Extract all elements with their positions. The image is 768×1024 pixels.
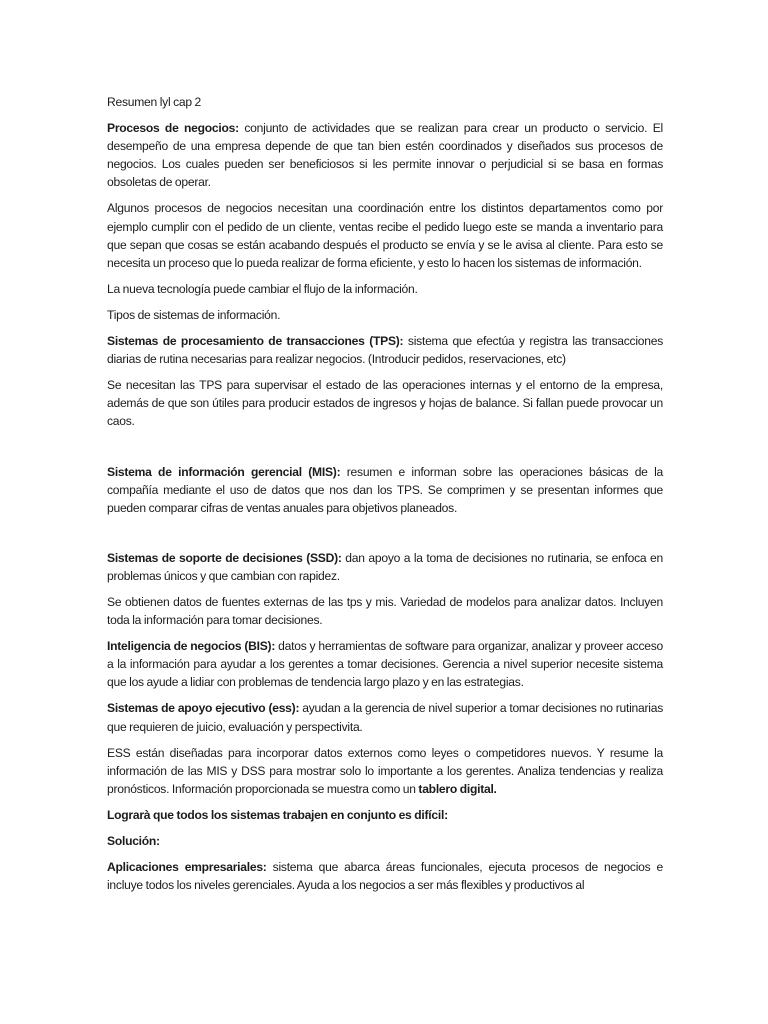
paragraph-coordinacion: Algunos procesos de negocios necesitan una coordinación entre los distintos departamentos como por ejemplo cumplir con el pedido de un cliente, ventas recibe el pedido luego este se manda a inventario para que sepan que cosas se están acabando después el producto se envía y se le avisa al cliente. Para esto se necesita un proceso que lo pueda realizar de forma eficiente, y esto lo hacen los sistemas de información.: [107, 201, 663, 270]
paragraph-bis: [107, 637, 663, 691]
term-tps: Sistemas de procesamiento de transacciones (TPS):: [107, 334, 404, 349]
paragraph-mis: [107, 463, 663, 517]
definition-ssd: dan apoyo a la toma de decisiones no rutinaria, se enfoca en problemas únicos y que cambian con rapidez.: [107, 550, 663, 583]
spacer: [107, 439, 663, 463]
paragraph-procesos-de-negocios: [107, 119, 663, 191]
term-bis: Inteligencia de negocios (BIS):: [107, 639, 276, 654]
solucion-emphasis: Solución:: [107, 834, 160, 848]
definition-aplicaciones: sistema que abarca áreas funcionales, ejecuta procesos de negocios e incluye todos los niveles gerenciales. Ayuda a los negocios a ser más flexibles y productivos al: [107, 860, 663, 893]
paragraph-ssd-detalle: Se obtienen datos de fuentes externas de las tps y mis. Variedad de modelos para analizar datos. Incluyen toda la información para tomar decisiones.: [107, 594, 663, 628]
term-mis: Sistema de información gerencial (MIS):: [107, 464, 341, 479]
lograr-emphasis: Lograrà que todos los sistemas trabajen en conjunto es difícil:: [107, 807, 448, 822]
paragraph-aplicaciones: [107, 858, 663, 894]
paragraph-lograr: [107, 806, 663, 824]
paragraph-tipos-de-sistemas: Tipos de sistemas de información.: [107, 307, 281, 322]
definition-mis: resumen e informan sobre las operaciones básicas de la compañía mediante el uso de datos que nos dan los TPS. Se comprimen y se presentan informes que pueden comparar cifras de ventas anuales para objetivos planeados.: [107, 464, 663, 515]
paragraph-nueva-tecnologia: La nueva tecnología puede cambiar el flujo de la información.: [107, 281, 418, 296]
document-body: [107, 93, 663, 902]
paragraph-solucion: [107, 832, 663, 850]
paragraph-tps: [107, 332, 663, 368]
paragraph-ess-detalle: [107, 744, 663, 798]
definition-tps: sistema que efectúa y registra las transacciones diarias de rutina necesarias para realizar negocios. (Introducir pedidos, reservaciones, etc): [107, 334, 664, 367]
definition-bis: datos y herramientas de software para organizar, analizar y proveer acceso a la información para ayudar a los gerentes a tomar decisiones. Gerencia a nivel superior necesite sistema que los ayude a lidiar con problemas de tendencia largo plazo y en las estrategias.: [107, 639, 663, 690]
term-ssd: Sistemas de soporte de decisiones (SSD):: [107, 550, 342, 565]
paragraph-ssd: [107, 549, 663, 585]
ess-detalle-text: ESS están diseñadas para incorporar datos externos como leyes o competidores nuevos. Y resume la información de las MIS y DSS para mostrar solo lo importante a los gerentes. Analiza tendencias y realiza pronósticos. Información proporcionada se muestra como un: [107, 745, 663, 796]
term-aplicaciones: Aplicaciones empresariales:: [107, 860, 267, 875]
term-ess: Sistemas de apoyo ejecutivo (ess):: [107, 701, 300, 716]
ess-detalle-emphasis: tablero digital.: [418, 781, 497, 796]
spacer: [107, 525, 663, 549]
term-procesos-de-negocios: Procesos de negocios:: [107, 121, 239, 136]
definition-procesos-de-negocios: conjunto de actividades que se realizan para crear un producto o servicio. El desempeño de una empresa depende de que tan bien estén coordinados y diseñados sus procesos de negocios. Los cuales pueden ser beneficiosos si les permite innovar o perjudicial si se basa en formas obsoletas de operar.: [107, 121, 663, 190]
document-title: Resumen lyl cap 2: [107, 95, 202, 109]
paragraph-tps-detalle: Se necesitan las TPS para supervisar el estado de las operaciones internas y el entorno de la empresa, además de que son útiles para producir estados de ingresos y hojas de balance. Si fallan puede provocar un caos.: [107, 378, 663, 429]
definition-ess: ayudan a la gerencia de nivel superior a tomar decisiones no rutinarias que requieren de juicio, evaluación y perspectivita.: [107, 701, 663, 734]
paragraph-ess: [107, 699, 663, 735]
